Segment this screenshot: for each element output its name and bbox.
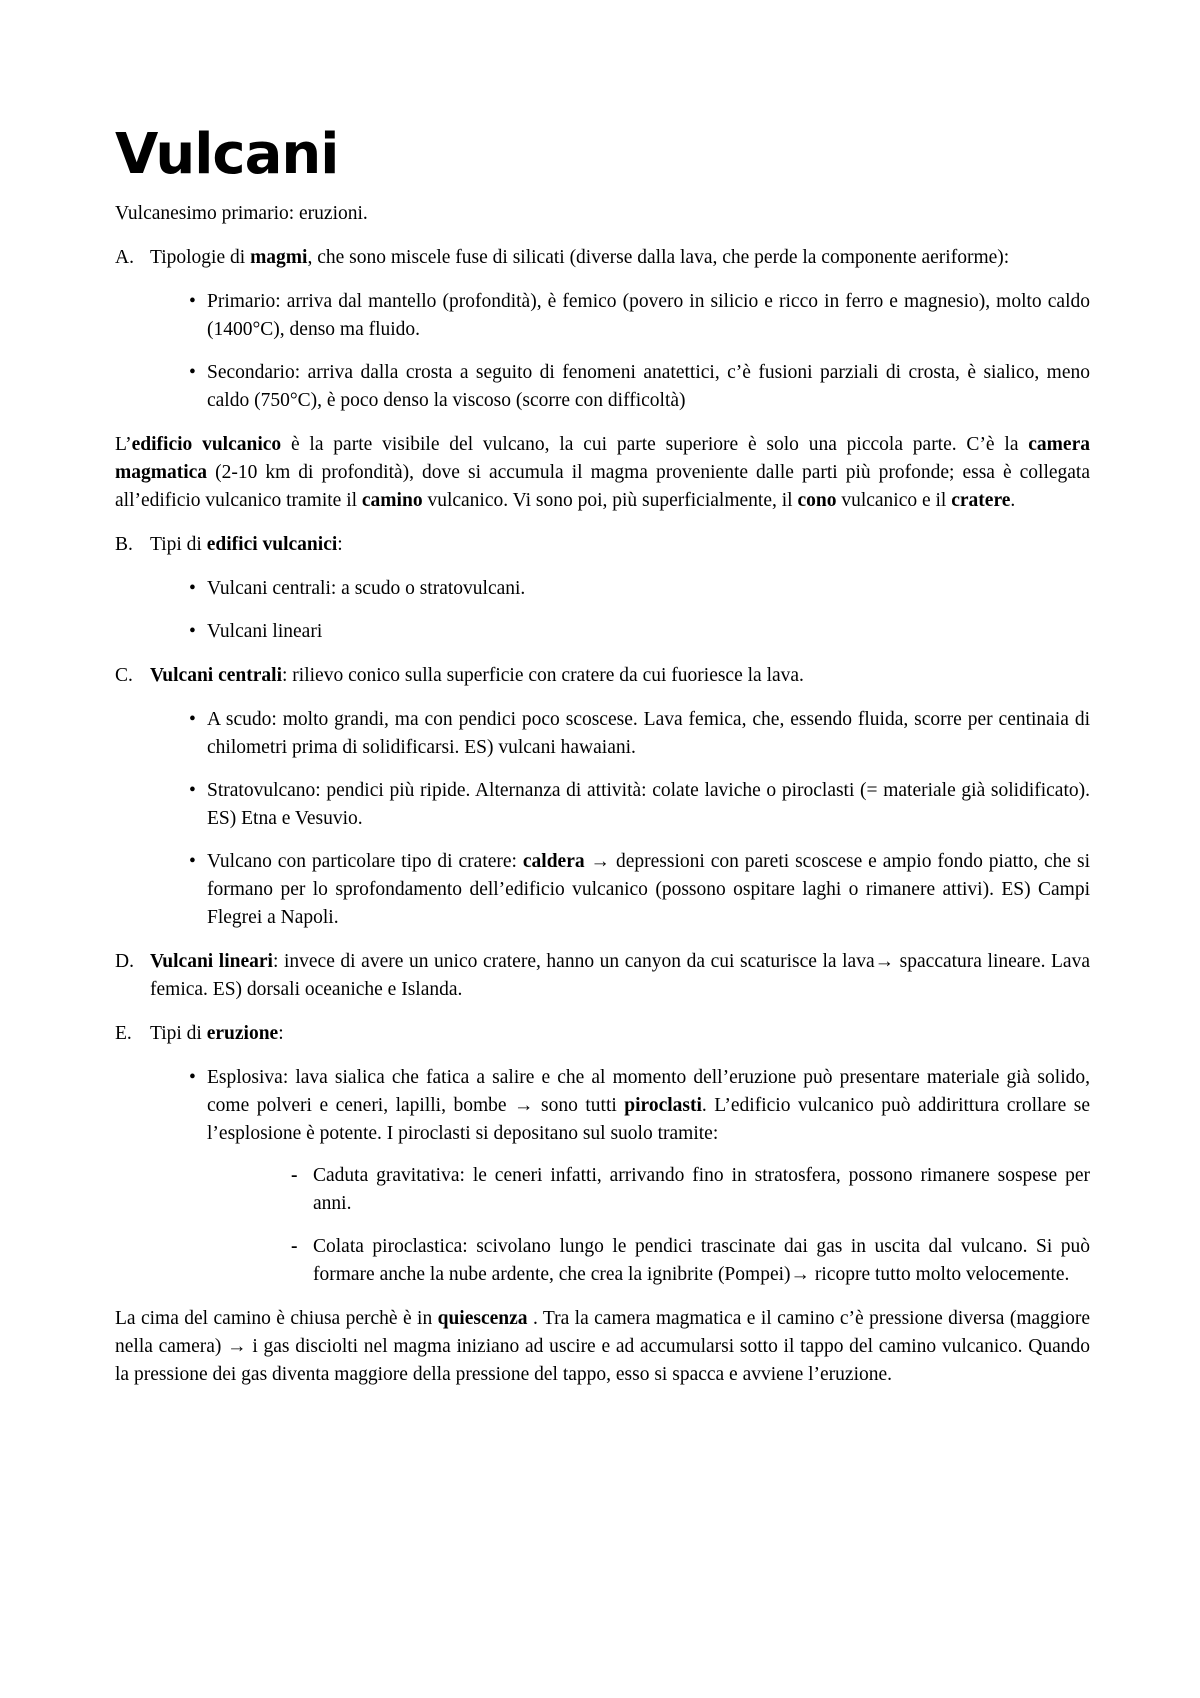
list-item: • A scudo: molto grandi, ma con pendici poco scoscese. Lava femica, che, essendo fluida, scorre per centinaia di chilometri prima di solidificarsi. ES) vulcani hawaiani. [187, 706, 1090, 762]
section-d [115, 948, 1090, 1004]
section-b-text: Tipi di edifici vulcanici: [150, 534, 343, 555]
intro-paragraph: Vulcanesimo primario: eruzioni. [115, 203, 368, 224]
deposit-list [207, 1162, 1090, 1289]
section-d-letter: D. [115, 951, 134, 972]
section-b-list [115, 575, 1090, 646]
list-item: • Stratovulcano: pendici più ripide. Alternanza di attività: colate laviche o piroclasti (= materiale già solidificato). ES) Etna e Vesuvio. [187, 777, 1090, 833]
list-item: • Primario: arriva dal mantello (profondità), è femico (povero in silicio e ricco in ferro e magnesio), molto caldo (1400°C), denso ma fluido. [187, 288, 1090, 344]
list-item: - Caduta gravitativa: le ceneri infatti, arrivando fino in stratosfera, possono rimanere sospese per anni. [287, 1162, 1090, 1218]
section-e-letter: E. [115, 1023, 132, 1044]
list-item: • Esplosiva: lava sialica che fatica a salire e che al momento dell’eruzione può presentare materiale già solido, come polveri e ceneri, lapilli, bombe → sono tutti piroclasti. L’edificio vulcanico può addirittura crollare se l’esplosione è potente. I piroclasti si depositano sul suolo tramite: - Caduta gravitativa: le ceneri infatti, arrivando fino in stratosfera, possono rimanere sospese per anni. - Colata piroclastica: scivolano lungo le pendici trascinate dai gas in uscita dal vulcano. Si può formare anche la nube ardente, che crea la ignibrite (Pompei)→ ricopre tutto molto velocemente. [187, 1064, 1090, 1289]
section-a-letter: A. [115, 247, 134, 268]
list-item: - Colata piroclastica: scivolano lungo le pendici trascinate dai gas in uscita dal vulcano. Si può formare anche la nube ardente, che crea la ignibrite (Pompei)→ ricopre tutto molto velocemente. [287, 1233, 1090, 1289]
section-e [115, 1020, 1090, 1048]
section-a-list [115, 288, 1090, 415]
list-item: • Vulcani lineari [187, 618, 1090, 646]
section-b-letter: B. [115, 534, 133, 555]
page-title: Vulcani [115, 122, 339, 187]
list-item: • Secondario: arriva dalla crosta a seguito di fenomeni anatettici, c’è fusioni parziali di crosta, è sialico, meno caldo (750°C), è poco denso la viscoso (scorre con difficoltà) [187, 359, 1090, 415]
section-e-list [115, 1064, 1090, 1289]
section-a-text: Tipologie di magmi, che sono miscele fuse di silicati (diverse dalla lava, che perde la componente aeriforme): [150, 247, 1010, 268]
section-c-list [115, 706, 1090, 932]
document-content [115, 120, 1090, 1405]
section-b [115, 531, 1090, 559]
section-d-text: Vulcani lineari: invece di avere un unico cratere, hanno un canyon da cui scaturisce la lava→ spaccatura lineare. Lava femica. ES) dorsali oceaniche e Islanda. [150, 951, 1090, 1000]
list-item: • Vulcani centrali: a scudo o stratovulcani. [187, 575, 1090, 603]
section-c-letter: C. [115, 665, 133, 686]
section-e-text: Tipi di eruzione: [150, 1023, 284, 1044]
edificio-paragraph: L’edificio vulcanico è la parte visibile del vulcano, la cui parte superiore è solo una piccola parte. C’è la camera magmatica (2-10 km di profondità), dove si accumula il magma proveniente dalle parti più profonde; essa è collegata all’edificio vulcanico tramite il camino vulcanico. Vi sono poi, più superficialmente, il cono vulcanico e il cratere. [115, 434, 1090, 511]
list-item: • Vulcano con particolare tipo di cratere: caldera → depressioni con pareti scoscese e ampio fondo piatto, che si formano per lo sprofondamento dell’edificio vulcanico (possono ospitare laghi o rimanere attivi). ES) Campi Flegrei a Napoli. [187, 848, 1090, 932]
section-c [115, 662, 1090, 690]
section-a [115, 244, 1090, 272]
section-c-text: Vulcani centrali: rilievo conico sulla superficie con cratere da cui fuoriesce la lava. [150, 665, 804, 686]
quiescenza-paragraph: La cima del camino è chiusa perchè è in quiescenza . Tra la camera magmatica e il camino c’è pressione diversa (maggiore nella camera) → i gas disciolti nel magma iniziano ad uscire e ad accumularsi sotto il tappo del camino vulcanico. Quando la pressione dei gas diventa maggiore della pressione del tappo, esso si spacca e avviene l’eruzione. [115, 1308, 1090, 1385]
